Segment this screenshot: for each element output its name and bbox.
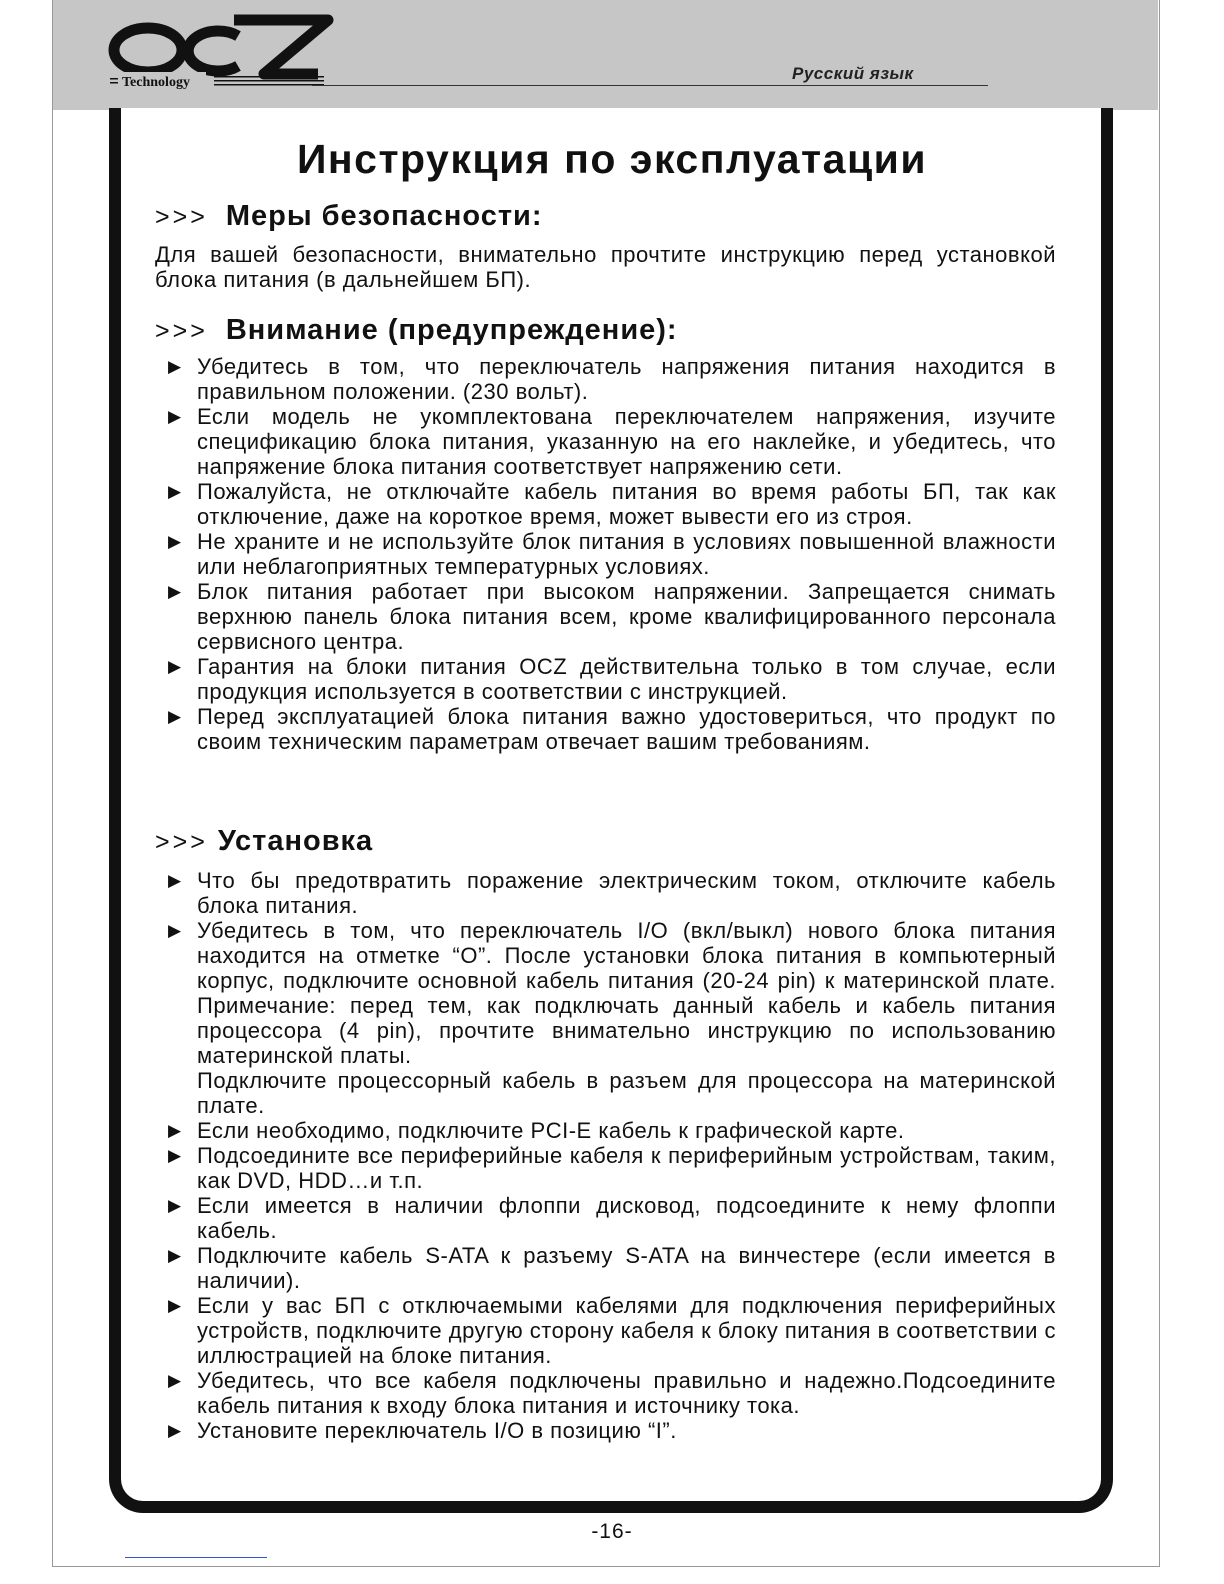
safety-heading (155, 200, 543, 233)
safety-paragraph: Для вашей безопасности, внимательно прочтите инструкцию перед установкой блока питания (в дальнейшем БП). (155, 242, 1056, 292)
bullet-icon: ▶ (168, 707, 182, 726)
bullet-icon: ▶ (168, 357, 182, 376)
language-label: Русский язык (792, 64, 914, 83)
safety-arrows: >>> (155, 203, 208, 231)
bullet-icon: ▶ (168, 1146, 182, 1165)
warning-heading-text: Внимание (предупреждение): (225, 314, 678, 346)
list-item: ▶ Убедитесь в том, что переключатель I/O (вкл/выкл) нового блока питания находится на отметке “O”. После установки блока питания в компьютерный корпус, подключите основной кабель питания (20-24 pin) к материнской плате. Примечание: перед тем, как подключать данный кабель и кабель питания процессора (4 pin), прочтите внимательно инструкцию по использованию материнской платы. (168, 918, 1056, 1068)
list-item-continued: Подключите процессорный кабель в разъем для процессора на материнской плате. (197, 1068, 1056, 1118)
warning-arrows: >>> (155, 317, 208, 345)
list-item: ▶ Убедитесь, что все кабеля подключены правильно и надежно.Подсоедините кабель питания к входу блока питания и источнику тока. (168, 1368, 1056, 1418)
bullet-icon: ▶ (168, 407, 182, 426)
bullet-icon: ▶ (168, 1246, 182, 1265)
list-item: ▶ Установите переключатель I/O в позицию “I”. (168, 1418, 677, 1443)
list-item: ▶ Если у вас БП с отключаемыми кабелями для подключения периферийных устройств, подключите другую сторону кабеля к блоку питания в соответствии с иллюстрацией на блоке питания. (168, 1293, 1056, 1368)
logo-technology-text: Technology (122, 75, 190, 90)
list-item: ▶ Убедитесь в том, что переключатель напряжения питания находится в правильном положении. (230 вольт). (168, 354, 1056, 404)
bullet-icon: ▶ (168, 1421, 182, 1440)
safety-heading-text: Меры безопасности: (225, 200, 543, 232)
bullet-icon: ▶ (168, 1121, 182, 1140)
bullet-icon: ▶ (168, 582, 182, 601)
list-item: ▶ Что бы предотвратить поражение электрическим током, отключите кабель блока питания. (168, 868, 1056, 918)
install-heading (155, 825, 373, 858)
install-arrows: >>> (155, 828, 208, 856)
page-number: -16- (591, 1520, 633, 1543)
bullet-icon: ▶ (168, 1196, 182, 1215)
list-item: ▶ Подсоедините все периферийные кабеля к периферийным устройствам, таким, как DVD, HDD…и т.п. (168, 1143, 1056, 1193)
list-item: ▶ Гарантия на блоки питания OCZ действительна только в том случае, если продукция используется в соответствии с инструкцией. (168, 654, 1056, 704)
list-item: ▶ Блок питания работает при высоком напряжении. Запрещается снимать верхнюю панель блока питания всем, кроме квалифицированного персонала сервисного центра. (168, 579, 1056, 654)
list-item: ▶ Если модель не укомплектована переключателем напряжения, изучите спецификацию блока питания, указанную на его наклейке, и убедитесь, что напряжение блока питания соответствует напряжению сети. (168, 404, 1056, 479)
ocz-logo (106, 14, 336, 94)
bullet-icon: ▶ (168, 532, 182, 551)
list-item: ▶ Пожалуйста, не отключайте кабель питания во время работы БП, так как отключение, даже на короткое время, может вывести его из строя. (168, 479, 1056, 529)
bullet-icon: ▶ (168, 1371, 182, 1390)
header-rule (312, 85, 988, 86)
install-heading-text: Установка (217, 825, 374, 857)
bullet-icon: ▶ (168, 657, 182, 676)
warning-heading (155, 314, 678, 347)
warning-list (168, 354, 1056, 754)
list-item: ▶ Не храните и не используйте блок питания в условиях повышенной влажности или неблагоприятных температурных условиях. (168, 529, 1056, 579)
install-list (168, 868, 1056, 1443)
list-item: ▶ Подключите кабель S-ATA к разъему S-ATA на винчестере (если имеется в наличии). (168, 1243, 1056, 1293)
bullet-icon: ▶ (168, 482, 182, 501)
list-item: ▶ Если имеется в наличии флоппи дисковод, подсоедините к нему флоппи кабель. (168, 1193, 1056, 1243)
bullet-icon: ▶ (168, 1296, 182, 1315)
list-item: ▶ Перед эксплуатацией блока питания важно удостовериться, что продукт по своим техническим параметрам отвечает вашим требованиям. (168, 704, 1056, 754)
footer-link-line (125, 1557, 267, 1558)
page-title: Инструкция по эксплуатации (296, 136, 928, 182)
bullet-icon: ▶ (168, 921, 182, 940)
list-item: ▶ Если необходимо, подключите PCI-E кабель к графической карте. (168, 1118, 905, 1143)
bullet-icon: ▶ (168, 871, 182, 890)
